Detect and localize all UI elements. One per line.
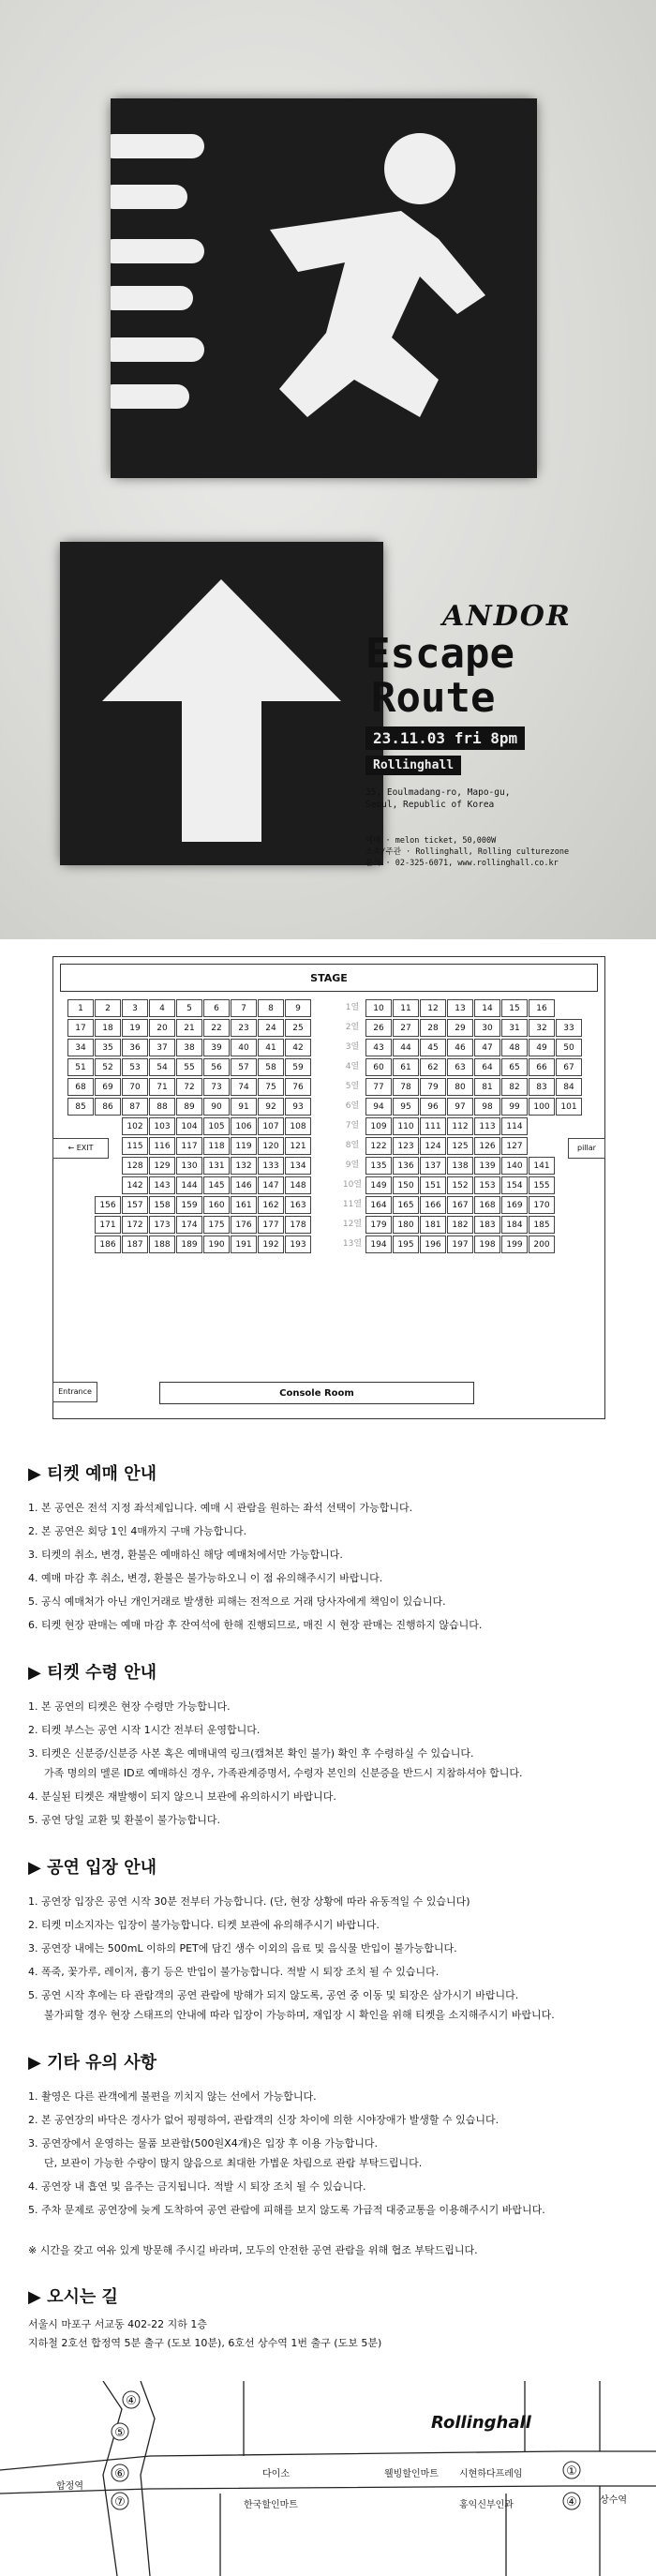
seat: 169 bbox=[501, 1196, 528, 1214]
seat: 60 bbox=[365, 1058, 392, 1076]
seat: 179 bbox=[365, 1216, 392, 1234]
seat: 71 bbox=[149, 1078, 175, 1096]
seat: 147 bbox=[258, 1176, 284, 1194]
seat: 52 bbox=[95, 1058, 121, 1076]
seat: 75 bbox=[258, 1078, 284, 1096]
address-line: 35, Eoulmadang-ro, Mapo-gu, bbox=[365, 787, 511, 798]
seat: 175 bbox=[203, 1216, 230, 1234]
seat: 157 bbox=[122, 1196, 148, 1214]
seat: 11 bbox=[393, 999, 419, 1017]
row-label: 2열 bbox=[345, 1023, 360, 1032]
seat: 54 bbox=[149, 1058, 175, 1076]
seat: 101 bbox=[556, 1098, 582, 1116]
seat: 34 bbox=[67, 1039, 94, 1056]
rollinghall-marker: Rollinghall bbox=[431, 2413, 531, 2433]
venue-address bbox=[365, 786, 647, 811]
seat: 105 bbox=[203, 1117, 230, 1135]
seat: 80 bbox=[447, 1078, 473, 1096]
ticket-line: 소속/주관 · Rollinghall, Rolling culturezone bbox=[365, 847, 570, 857]
notice-item: 가족 명의의 멜론 ID로 예매하신 경우, 가족관계증명서, 수령자 본인의 신분증을 반드시 지참하셔야 합니다. bbox=[44, 1767, 523, 1779]
seat: 141 bbox=[529, 1157, 555, 1175]
seat: 81 bbox=[474, 1078, 500, 1096]
seat: 82 bbox=[501, 1078, 528, 1096]
notice-item: 5. 주차 문제로 공연장에 늦게 도착하여 공연 관람에 피해를 보지 않도록 가급적 대중교통을 이용해주시기 바랍니다. bbox=[28, 2204, 545, 2216]
seat: 186 bbox=[95, 1236, 121, 1253]
seat: 143 bbox=[149, 1176, 175, 1194]
seat: 134 bbox=[285, 1157, 311, 1175]
seat: 180 bbox=[393, 1216, 419, 1234]
seat: 12 bbox=[420, 999, 446, 1017]
seat: 191 bbox=[231, 1236, 257, 1253]
seat: 137 bbox=[420, 1157, 446, 1175]
seat: 53 bbox=[122, 1058, 148, 1076]
section-title: ▶ 티켓 수령 안내 bbox=[28, 1663, 157, 1683]
subway-directions: 지하철 2호선 합정역 5분 출구 (도보 10분), 6호선 상수역 1번 출구 (도보 5분) bbox=[28, 2337, 382, 2349]
seat: 2 bbox=[95, 999, 121, 1017]
seat: 29 bbox=[447, 1019, 473, 1037]
row-label: 4열 bbox=[345, 1062, 360, 1071]
pillar-label: pillar bbox=[568, 1138, 605, 1159]
seat: 98 bbox=[474, 1098, 500, 1116]
seat: 1 bbox=[67, 999, 94, 1017]
seat: 170 bbox=[529, 1196, 555, 1214]
notice-item: 4. 분실된 티켓은 재발행이 되지 않으니 보관에 유의하시기 바랍니다. bbox=[28, 1790, 336, 1803]
seat: 26 bbox=[365, 1019, 392, 1037]
seat: 70 bbox=[122, 1078, 148, 1096]
seat: 6 bbox=[203, 999, 230, 1017]
notice-section bbox=[28, 1854, 633, 2023]
notice-section bbox=[28, 1460, 633, 1633]
row-label: 11열 bbox=[342, 1200, 363, 1209]
seat: 135 bbox=[365, 1157, 392, 1175]
seat: 49 bbox=[529, 1039, 555, 1056]
seat: 40 bbox=[231, 1039, 257, 1056]
seat: 123 bbox=[393, 1137, 419, 1155]
notice-item: 2. 티켓 미소지자는 입장이 불가능합니다. 티켓 보관에 유의해주시기 바랍니다. bbox=[28, 1919, 380, 1931]
row-label: 1열 bbox=[345, 1003, 360, 1012]
seat: 111 bbox=[420, 1117, 446, 1135]
seat: 57 bbox=[231, 1058, 257, 1076]
seat: 196 bbox=[420, 1236, 446, 1253]
ticket-line: 예매 · melon ticket, 50,000W bbox=[365, 836, 497, 846]
seat: 73 bbox=[203, 1078, 230, 1096]
seat: 87 bbox=[122, 1098, 148, 1116]
seat: 164 bbox=[365, 1196, 392, 1214]
seat: 118 bbox=[203, 1137, 230, 1155]
seat: 86 bbox=[95, 1098, 121, 1116]
footnote: ※ 시간을 갖고 여유 있게 방문해 주시길 바라며, 모두의 안전한 공연 관람을 위해 협조 부탁드립니다. bbox=[28, 2244, 478, 2256]
seat: 171 bbox=[95, 1216, 121, 1234]
seat: 165 bbox=[393, 1196, 419, 1214]
seat: 100 bbox=[529, 1098, 555, 1116]
seat: 64 bbox=[474, 1058, 500, 1076]
notice-section bbox=[28, 2049, 633, 2218]
seat: 166 bbox=[420, 1196, 446, 1214]
mart-label: 웰빙할인마트 bbox=[384, 2469, 439, 2479]
seat: 162 bbox=[258, 1196, 284, 1214]
seat: 120 bbox=[258, 1137, 284, 1155]
notice-item: 3. 공연장에서 운영하는 물품 보관함(500원X4개)은 입장 후 이용 가능합니다. bbox=[28, 2137, 378, 2149]
exit-number: ④ bbox=[126, 2394, 137, 2408]
seat: 125 bbox=[447, 1137, 473, 1155]
notice-section bbox=[28, 1659, 633, 1828]
notice-item: 5. 공연 당일 교환 및 환불이 불가능합니다. bbox=[28, 1814, 220, 1826]
seat: 110 bbox=[393, 1117, 419, 1135]
show-title-line1: Escape bbox=[365, 630, 514, 678]
hapjeong-station: 합정역 bbox=[56, 2481, 83, 2492]
seat: 30 bbox=[474, 1019, 500, 1037]
seat: 44 bbox=[393, 1039, 419, 1056]
seat: 15 bbox=[501, 999, 528, 1017]
seat: 195 bbox=[393, 1236, 419, 1253]
venue-name: Rollinghall bbox=[365, 756, 461, 775]
seat: 69 bbox=[95, 1078, 121, 1096]
seat: 91 bbox=[231, 1098, 257, 1116]
seat: 5 bbox=[176, 999, 202, 1017]
seat: 42 bbox=[285, 1039, 311, 1056]
seat: 37 bbox=[149, 1039, 175, 1056]
seat: 190 bbox=[203, 1236, 230, 1253]
row-label: 8열 bbox=[345, 1141, 360, 1150]
show-date: 23.11.03 fri 8pm bbox=[365, 726, 525, 750]
seat: 106 bbox=[231, 1117, 257, 1135]
seat: 129 bbox=[149, 1157, 175, 1175]
seat: 150 bbox=[393, 1176, 419, 1194]
notice-sections bbox=[28, 1434, 633, 2353]
seat: 61 bbox=[393, 1058, 419, 1076]
seat: 43 bbox=[365, 1039, 392, 1056]
seat: 97 bbox=[447, 1098, 473, 1116]
seat: 45 bbox=[420, 1039, 446, 1056]
section-title: ▶ 오시는 길 bbox=[28, 2287, 118, 2307]
seat: 62 bbox=[420, 1058, 446, 1076]
running-man-icon bbox=[111, 98, 537, 478]
event-poster bbox=[0, 0, 656, 939]
seat: 146 bbox=[231, 1176, 257, 1194]
seat: 10 bbox=[365, 999, 392, 1017]
seat: 66 bbox=[529, 1058, 555, 1076]
stage: STAGE bbox=[60, 964, 598, 992]
notice-item: 1. 본 공연의 티켓은 현장 수령만 가능합니다. bbox=[28, 1700, 231, 1713]
ticket-info bbox=[365, 835, 647, 869]
frame-shop-label: 시현하다프레임 bbox=[459, 2469, 523, 2479]
notice-item: 3. 공연장 내에는 500mL 이하의 PET에 담긴 생수 이외의 음료 및 음식물 반입이 불가능합니다. bbox=[28, 1942, 457, 1954]
seat: 132 bbox=[231, 1157, 257, 1175]
seat: 14 bbox=[474, 999, 500, 1017]
seat: 116 bbox=[149, 1137, 175, 1155]
row-label: 10열 bbox=[342, 1180, 363, 1190]
seat: 161 bbox=[231, 1196, 257, 1214]
seat: 74 bbox=[231, 1078, 257, 1096]
seat: 58 bbox=[258, 1058, 284, 1076]
seat: 177 bbox=[258, 1216, 284, 1234]
seat: 21 bbox=[176, 1019, 202, 1037]
seat: 197 bbox=[447, 1236, 473, 1253]
seat: 144 bbox=[176, 1176, 202, 1194]
seat: 121 bbox=[285, 1137, 311, 1155]
show-title-line2: Route bbox=[371, 674, 496, 722]
sangsu-station: 상수역 bbox=[600, 2495, 627, 2506]
seat: 138 bbox=[447, 1157, 473, 1175]
ticket-line: 문의 · 02-325-6071, www.rollinghall.co.kr bbox=[365, 859, 559, 868]
seat: 114 bbox=[501, 1117, 528, 1135]
seat: 83 bbox=[529, 1078, 555, 1096]
row-label: 6열 bbox=[345, 1101, 360, 1111]
seat: 20 bbox=[149, 1019, 175, 1037]
section-title: ▶ 티켓 예매 안내 bbox=[28, 1464, 157, 1484]
seat: 122 bbox=[365, 1137, 392, 1155]
seat: 112 bbox=[447, 1117, 473, 1135]
notice-item: 4. 예매 마감 후 취소, 변경, 환불은 불가능하오니 이 점 유의해주시기 바랍니다. bbox=[28, 1572, 383, 1584]
seat: 22 bbox=[203, 1019, 230, 1037]
up-arrow-sign-image bbox=[60, 542, 383, 865]
seat: 142 bbox=[122, 1176, 148, 1194]
seat: 4 bbox=[149, 999, 175, 1017]
seat: 130 bbox=[176, 1157, 202, 1175]
seat: 13 bbox=[447, 999, 473, 1017]
seat: 76 bbox=[285, 1078, 311, 1096]
exit-label: ← EXIT bbox=[52, 1138, 109, 1159]
exit-sign-image bbox=[111, 98, 537, 478]
seat: 136 bbox=[393, 1157, 419, 1175]
notice-item: 5. 공연 시작 후에는 타 관람객의 공연 관람에 방해가 되지 않도록, 공연 중 이동 및 퇴장은 삼가시기 바랍니다. bbox=[28, 1989, 519, 2001]
row-label: 7열 bbox=[345, 1121, 360, 1131]
seat: 159 bbox=[176, 1196, 202, 1214]
seat: 90 bbox=[203, 1098, 230, 1116]
seat: 176 bbox=[231, 1216, 257, 1234]
seat: 50 bbox=[556, 1039, 582, 1056]
seat: 72 bbox=[176, 1078, 202, 1096]
seat: 103 bbox=[149, 1117, 175, 1135]
seat: 155 bbox=[529, 1176, 555, 1194]
daiso-label: 다이소 bbox=[262, 2469, 290, 2479]
section-title: ▶ 공연 입장 안내 bbox=[28, 1858, 157, 1878]
seat: 3 bbox=[122, 999, 148, 1017]
notice-item: 단, 보관이 가능한 수량이 많지 않음으로 최대한 가볍운 차림으로 관람 부탁드립니다. bbox=[44, 2157, 423, 2169]
seat: 33 bbox=[556, 1019, 582, 1037]
seat: 156 bbox=[95, 1196, 121, 1214]
notice-item: 2. 본 공연장의 바닥은 경사가 없어 평평하여, 관람객의 신장 차이에 의한 시야장애가 발생할 수 있습니다. bbox=[28, 2114, 499, 2126]
seat: 168 bbox=[474, 1196, 500, 1214]
exit-number: ⑦ bbox=[114, 2495, 126, 2509]
seat: 67 bbox=[556, 1058, 582, 1076]
seat: 78 bbox=[393, 1078, 419, 1096]
seat: 113 bbox=[474, 1117, 500, 1135]
hankuk-mart-label: 한국할인마트 bbox=[244, 2500, 298, 2510]
seat: 23 bbox=[231, 1019, 257, 1037]
seat: 51 bbox=[67, 1058, 94, 1076]
seat: 38 bbox=[176, 1039, 202, 1056]
console-room: Console Room bbox=[159, 1382, 474, 1404]
row-label: 3열 bbox=[345, 1042, 360, 1052]
seat: 193 bbox=[285, 1236, 311, 1253]
seat: 184 bbox=[501, 1216, 528, 1234]
seat: 117 bbox=[176, 1137, 202, 1155]
seat: 32 bbox=[529, 1019, 555, 1037]
exit-number: ⑤ bbox=[114, 2426, 126, 2440]
seat: 94 bbox=[365, 1098, 392, 1116]
notice-item: 4. 공연장 내 흡연 및 음주는 금지됩니다. 적발 시 퇴장 조치 될 수 있습니다. bbox=[28, 2180, 366, 2193]
row-label: 13열 bbox=[342, 1239, 363, 1249]
seat: 35 bbox=[95, 1039, 121, 1056]
notice-item: 2. 티켓 부스는 공연 시작 1시간 전부터 운영합니다. bbox=[28, 1724, 261, 1736]
seat: 27 bbox=[393, 1019, 419, 1037]
seat: 79 bbox=[420, 1078, 446, 1096]
artist-name: ANDOR bbox=[442, 600, 572, 633]
seat: 18 bbox=[95, 1019, 121, 1037]
seat: 151 bbox=[420, 1176, 446, 1194]
seat: 17 bbox=[67, 1019, 94, 1037]
seat: 88 bbox=[149, 1098, 175, 1116]
seat: 28 bbox=[420, 1019, 446, 1037]
seat: 187 bbox=[122, 1236, 148, 1253]
seat: 16 bbox=[529, 999, 555, 1017]
seat: 182 bbox=[447, 1216, 473, 1234]
seat: 89 bbox=[176, 1098, 202, 1116]
section-title: ▶ 기타 유의 사항 bbox=[28, 2053, 157, 2073]
seat: 56 bbox=[203, 1058, 230, 1076]
notice-item: 1. 공연장 입장은 공연 시작 30분 전부터 가능합니다. (단, 현장 상황에 따라 유동적일 수 있습니다) bbox=[28, 1895, 470, 1908]
seat: 126 bbox=[474, 1137, 500, 1155]
row-label: 12열 bbox=[342, 1220, 363, 1229]
seat: 25 bbox=[285, 1019, 311, 1037]
seat: 99 bbox=[501, 1098, 528, 1116]
seat: 102 bbox=[122, 1117, 148, 1135]
seat: 77 bbox=[365, 1078, 392, 1096]
seat: 198 bbox=[474, 1236, 500, 1253]
seat: 128 bbox=[122, 1157, 148, 1175]
seat: 39 bbox=[203, 1039, 230, 1056]
seat: 139 bbox=[474, 1157, 500, 1175]
seat: 178 bbox=[285, 1216, 311, 1234]
notice-item: 3. 티켓의 취소, 변경, 환불은 예매하신 해당 예매처에서만 가능합니다. bbox=[28, 1549, 343, 1561]
seat: 148 bbox=[285, 1176, 311, 1194]
seat: 133 bbox=[258, 1157, 284, 1175]
seat: 68 bbox=[67, 1078, 94, 1096]
seat: 152 bbox=[447, 1176, 473, 1194]
seat: 96 bbox=[420, 1098, 446, 1116]
seat: 93 bbox=[285, 1098, 311, 1116]
exit-number: ① bbox=[566, 2464, 577, 2479]
seat: 199 bbox=[501, 1236, 528, 1253]
clinic-label: 홍익신부인과 bbox=[459, 2500, 514, 2510]
notice-item: 2. 본 공연은 회당 1인 4매까지 구매 가능합니다. bbox=[28, 1525, 247, 1537]
seat: 194 bbox=[365, 1236, 392, 1253]
seat: 188 bbox=[149, 1236, 175, 1253]
seat: 167 bbox=[447, 1196, 473, 1214]
seat: 109 bbox=[365, 1117, 392, 1135]
seat: 104 bbox=[176, 1117, 202, 1135]
seat: 160 bbox=[203, 1196, 230, 1214]
seat: 115 bbox=[122, 1137, 148, 1155]
seat: 8 bbox=[258, 999, 284, 1017]
up-arrow-icon bbox=[60, 542, 383, 865]
seat: 107 bbox=[258, 1117, 284, 1135]
seat: 84 bbox=[556, 1078, 582, 1096]
row-label: 5열 bbox=[345, 1082, 360, 1091]
seat: 46 bbox=[447, 1039, 473, 1056]
seat: 41 bbox=[258, 1039, 284, 1056]
seat: 19 bbox=[122, 1019, 148, 1037]
seat: 189 bbox=[176, 1236, 202, 1253]
seat: 65 bbox=[501, 1058, 528, 1076]
entrance-label: Entrance bbox=[52, 1382, 97, 1402]
seating-chart bbox=[19, 954, 637, 1423]
seat: 55 bbox=[176, 1058, 202, 1076]
seat: 31 bbox=[501, 1019, 528, 1037]
seat: 140 bbox=[501, 1157, 528, 1175]
street-map bbox=[0, 2381, 656, 2576]
seat: 200 bbox=[529, 1236, 555, 1253]
seat: 47 bbox=[474, 1039, 500, 1056]
seat: 154 bbox=[501, 1176, 528, 1194]
seat: 36 bbox=[122, 1039, 148, 1056]
notice-item: 6. 티켓 현장 판매는 예매 마감 후 잔여석에 한해 진행되므로, 매진 시 현장 판매는 진행하지 않습니다. bbox=[28, 1619, 483, 1631]
exit-number: ⑥ bbox=[114, 2467, 126, 2481]
seat: 145 bbox=[203, 1176, 230, 1194]
seat: 95 bbox=[393, 1098, 419, 1116]
seat: 174 bbox=[176, 1216, 202, 1234]
seat: 183 bbox=[474, 1216, 500, 1234]
seat: 172 bbox=[122, 1216, 148, 1234]
seat: 131 bbox=[203, 1157, 230, 1175]
seat: 158 bbox=[149, 1196, 175, 1214]
location-section bbox=[28, 2284, 633, 2353]
seat: 124 bbox=[420, 1137, 446, 1155]
venue-address-text: 서울시 마포구 서교동 402-22 지하 1층 bbox=[28, 2318, 207, 2330]
seat: 181 bbox=[420, 1216, 446, 1234]
seat: 92 bbox=[258, 1098, 284, 1116]
notice-item: 1. 본 공연은 전석 지정 좌석제입니다. 예매 시 관람을 원하는 좌석 선택이 가능합니다. bbox=[28, 1502, 413, 1514]
seat: 85 bbox=[67, 1098, 94, 1116]
seat: 119 bbox=[231, 1137, 257, 1155]
seat: 24 bbox=[258, 1019, 284, 1037]
seat: 59 bbox=[285, 1058, 311, 1076]
seat: 108 bbox=[285, 1117, 311, 1135]
seat: 153 bbox=[474, 1176, 500, 1194]
notice-item: 불가피할 경우 현장 스태프의 안내에 따라 입장이 가능하며, 재입장 시 확인을 위해 티켓을 소지해주시기 바랍니다. bbox=[44, 2009, 555, 2021]
seat: 63 bbox=[447, 1058, 473, 1076]
notice-item: 1. 촬영은 다른 관객에게 불편을 끼치지 않는 선에서 가능합니다. bbox=[28, 2090, 317, 2103]
row-label: 9열 bbox=[345, 1161, 360, 1170]
notice-item: 3. 티켓은 신분증/신분증 사본 혹은 예매내역 링크(캡쳐본 확인 불가) 확인 후 수령하실 수 있습니다. bbox=[28, 1747, 474, 1760]
seat: 185 bbox=[529, 1216, 555, 1234]
seat: 9 bbox=[285, 999, 311, 1017]
seat: 163 bbox=[285, 1196, 311, 1214]
exit-number: ④ bbox=[566, 2495, 577, 2509]
seat: 48 bbox=[501, 1039, 528, 1056]
seat: 173 bbox=[149, 1216, 175, 1234]
location-map bbox=[0, 2381, 656, 2576]
notice-item: 5. 공식 예매처가 아닌 개인거래로 발생한 피해는 전적으로 거래 당사자에게 책임이 있습니다. bbox=[28, 1595, 446, 1608]
notice-item: 4. 폭죽, 꽃가루, 레이저, 흉기 등은 반입이 불가능합니다. 적발 시 퇴장 조치 될 수 있습니다. bbox=[28, 1966, 440, 1978]
seat: 7 bbox=[231, 999, 257, 1017]
seat: 192 bbox=[258, 1236, 284, 1253]
address-line: Seoul, Republic of Korea bbox=[365, 800, 495, 810]
seat: 127 bbox=[501, 1137, 528, 1155]
seat: 149 bbox=[365, 1176, 392, 1194]
poster-title-block bbox=[365, 600, 647, 869]
